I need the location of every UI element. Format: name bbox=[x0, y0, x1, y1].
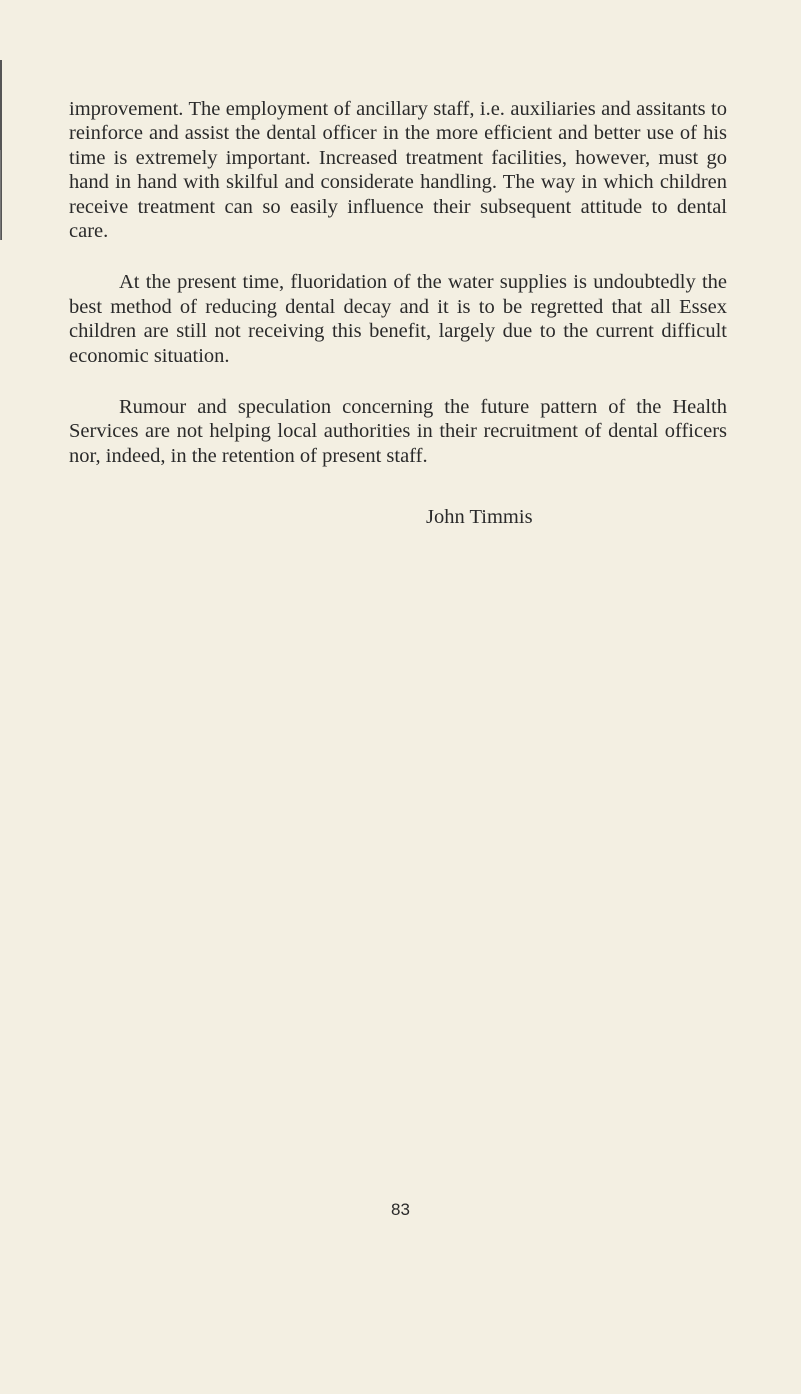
body-text bbox=[69, 97, 727, 495]
page-number: 83 bbox=[391, 1200, 410, 1219]
paragraph-continuation: improvement. The employment of ancillary staff, i.e. auxiliaries and assitants to reinforce and assist the dental officer in the more efficient and better use of his time is extremely important. Increased treatment facilities, however, must go hand in hand with skilful and considerate handling. The way in which children receive treatment can so easily influence their subsequent attitude to dental care. bbox=[69, 98, 727, 243]
scan-edge-mark-secondary bbox=[0, 150, 1, 240]
author-signature: John Timmis bbox=[426, 506, 533, 528]
paragraph-health-services: Rumour and speculation concerning the future pattern of the Health Services are not helping local authorities in their recruitment of dental officers nor, indeed, in the retention of present staff. bbox=[69, 396, 727, 467]
paragraph-fluoridation: At the present time, fluoridation of the water supplies is undoubtedly the best method of reducing dental decay and it is to be regretted that all Essex children are still not receiving this benefit, largely due to the current difficult economic situation. bbox=[69, 271, 727, 367]
